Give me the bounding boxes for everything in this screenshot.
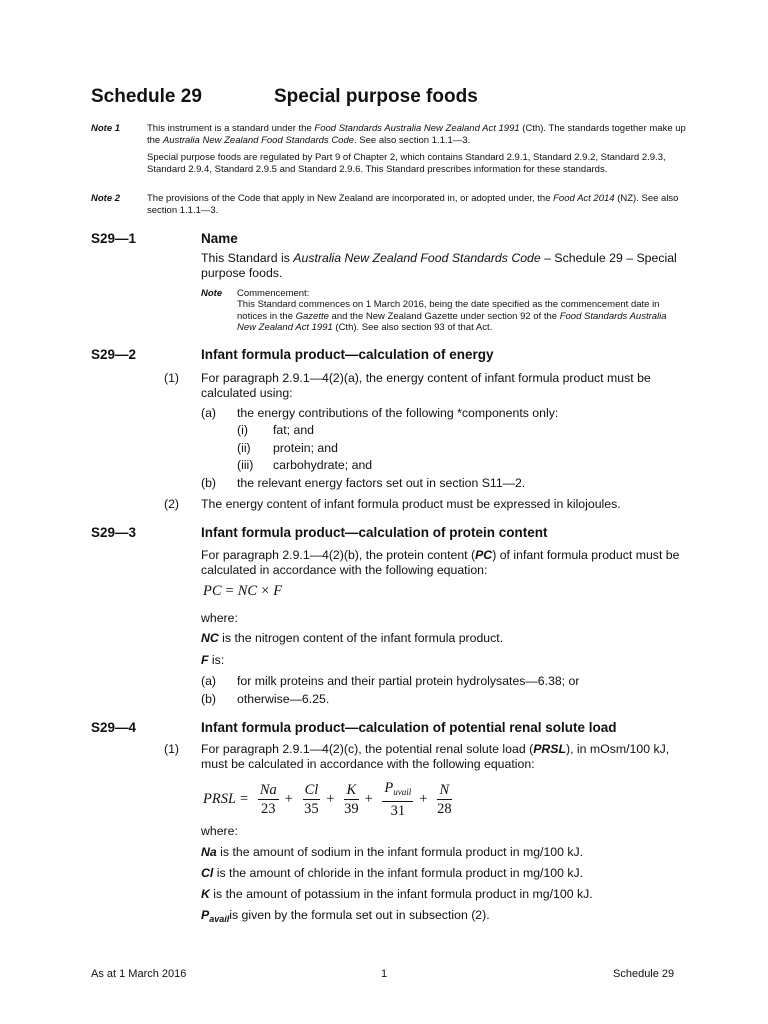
page-number: 1 xyxy=(381,968,388,980)
note-text-part: (Cth). The standards together make up the xyxy=(147,123,686,146)
eq-plus: + xyxy=(326,791,335,807)
frac-cl xyxy=(303,782,321,817)
note-2-label: Note 2 xyxy=(91,193,121,204)
eq-equals: = xyxy=(225,583,234,600)
s1-note-label: Note xyxy=(201,288,223,299)
text-part: For paragraph 2.9.1—4(2)(b), the protein content ( xyxy=(201,548,476,562)
frac-numerator: K xyxy=(344,782,359,800)
symbol-prsl: PRSL xyxy=(533,742,566,756)
code-title: Australia New Zealand Food Standards Code xyxy=(162,134,355,146)
eq-lhs: PRSL xyxy=(203,791,237,807)
section-number-s29-2: S29—2 xyxy=(91,347,137,362)
s2-a-text: the energy contributions of the following *components only: xyxy=(237,406,559,420)
eq-plus: + xyxy=(284,791,293,807)
text-part: (Cth). See also section 93 of that Act. xyxy=(332,322,493,333)
s4-na-definition xyxy=(201,845,583,859)
s3-text xyxy=(201,548,691,578)
s4-k-definition xyxy=(201,887,593,901)
note-text-part: The provisions of the Code that apply in New Zealand are incorporated in, or adopted under, the xyxy=(147,193,554,204)
symbol-p: P xyxy=(384,780,394,796)
footer-schedule: Schedule 29 xyxy=(613,968,675,980)
s2-ii-number: (ii) xyxy=(237,441,251,455)
s3-nc-definition xyxy=(201,631,503,645)
s3-b-number: (b) xyxy=(201,692,217,706)
frac-denominator: 35 xyxy=(304,801,319,817)
symbol-pc: PC xyxy=(475,548,493,562)
act-title: Food Standards Australia New Zealand Act 1991 xyxy=(314,123,520,134)
note-text-part: (NZ). See also section 1.1.1—3. xyxy=(147,193,679,216)
eq-plus: + xyxy=(364,791,373,807)
gazette-title: Gazette xyxy=(295,310,329,322)
frac-numerator: Na xyxy=(259,782,277,798)
s2-iii-text: carbohydrate; and xyxy=(273,458,373,472)
s3-f-definition xyxy=(201,653,224,667)
s4-p1-text xyxy=(201,742,691,772)
text-part: and the New Zealand Gazette under section 92 of the xyxy=(328,310,560,322)
s2-ii-text: protein; and xyxy=(273,441,338,455)
s4-cl-definition xyxy=(201,866,583,880)
s3-b-text: otherwise—6.25. xyxy=(237,692,330,706)
text-part: ), in mOsm/100 kJ, must be calculated in accordance with the following equation: xyxy=(201,742,670,771)
section-heading-renal-load: Infant formula product—calculation of potential renal solute load xyxy=(201,720,617,735)
symbol-k: K xyxy=(201,887,210,901)
s4-where: where: xyxy=(201,824,238,838)
page-title: Special purpose foods xyxy=(274,86,478,107)
symbol-nc: NC xyxy=(201,631,219,645)
frac-n xyxy=(437,782,452,817)
eq-lhs: PC xyxy=(203,583,222,599)
s2-p2-text: The energy content of infant formula product must be expressed in kilojoules. xyxy=(201,497,621,511)
s1-note-title: Commencement: xyxy=(237,288,310,299)
frac-numerator: N xyxy=(437,782,452,800)
note-2-text xyxy=(147,193,687,216)
section-number-s29-4: S29—4 xyxy=(91,720,137,735)
note-1-label: Note 1 xyxy=(91,123,121,134)
symbol-na: Na xyxy=(201,845,217,859)
symbol-p: P xyxy=(201,908,210,922)
s2-b-text: the relevant energy factors set out in section S11—2. xyxy=(237,476,526,490)
s3-where: where: xyxy=(201,611,238,625)
s3-a-number: (a) xyxy=(201,674,217,688)
note-1-paragraph-2: Special purpose foods are regulated by Part 9 of Chapter 2, which contains Standard 2.9.1, Standard 2.9.2, Standard 2.9.3, Standard 2.9.4, Standard 2.9.5 and Standard 2.9.6. This Standard prescribes information for these standards. xyxy=(147,152,666,175)
s1-note-text xyxy=(237,299,677,334)
s2-p1-text: For paragraph 2.9.1—4(2)(a), the energy content of infant formula product must be calculated using: xyxy=(201,371,651,400)
act-title: Food Standards Australia New Zealand Act 1991 xyxy=(237,310,667,333)
text-part: ) of infant formula product must be calculated in accordance with the following equation: xyxy=(201,548,680,577)
s2-iii-number: (iii) xyxy=(237,458,254,472)
note-1-text xyxy=(147,123,687,146)
section-heading-protein: Infant formula product—calculation of protein content xyxy=(201,525,548,540)
section-number-s29-1: S29—1 xyxy=(91,231,137,246)
symbol-cl: Cl xyxy=(201,866,214,880)
eq-plus: + xyxy=(419,791,428,807)
eq-f: F xyxy=(273,583,283,599)
text-part: is the amount of potassium in the infant formula product in mg/100 kJ. xyxy=(209,887,593,901)
code-title: Australia New Zealand Food Standards Code xyxy=(293,251,541,265)
s2-i-number: (i) xyxy=(237,423,248,437)
protein-equation xyxy=(203,583,282,600)
s3-a-text: for milk proteins and their partial protein hydrolysates—6.38; or xyxy=(237,674,580,688)
section-heading-name: Name xyxy=(201,231,238,246)
text-part: is the amount of sodium in the infant formula product in mg/100 kJ. xyxy=(216,845,584,859)
s2-i-text: fat; and xyxy=(273,423,315,437)
frac-denominator: 23 xyxy=(261,801,276,817)
prsl-equation xyxy=(203,780,454,819)
frac-denominator: 31 xyxy=(390,803,406,819)
frac-p-uvail xyxy=(382,780,413,819)
eq-times: × xyxy=(261,583,270,600)
section-number-s29-3: S29—3 xyxy=(91,525,137,540)
text-part: This Standard commences on 1 March 2016, being the date specified as the commencement date in notices in the xyxy=(237,299,660,322)
frac-k xyxy=(344,782,359,817)
s2-p1-number: (1) xyxy=(164,371,180,385)
s4-pavail-definition xyxy=(201,908,490,924)
s2-b-number: (b) xyxy=(201,476,217,490)
eq-nc: NC xyxy=(237,583,258,599)
footer-date: As at 1 March 2016 xyxy=(91,968,187,980)
text-part: is given by the formula set out in subsection (2). xyxy=(229,908,490,922)
text-part: is the amount of chloride in the infant formula product in mg/100 kJ. xyxy=(213,866,584,880)
s1-text xyxy=(201,251,691,281)
frac-denominator: 28 xyxy=(437,801,452,817)
frac-numerator xyxy=(382,780,413,802)
schedule-number: Schedule 29 xyxy=(91,86,202,107)
frac-numerator: Cl xyxy=(304,782,319,798)
frac-denominator: 39 xyxy=(344,801,359,817)
section-heading-energy: Infant formula product—calculation of energy xyxy=(201,347,494,362)
text-part: This Standard is xyxy=(201,251,294,265)
frac-na xyxy=(258,782,279,817)
s4-p1-number: (1) xyxy=(164,742,180,756)
text-part: is the nitrogen content of the infant formula product. xyxy=(218,631,504,645)
subscript-uvail: uvail xyxy=(393,787,412,797)
s2-p2-number: (2) xyxy=(164,497,180,511)
s2-a-number: (a) xyxy=(201,406,217,420)
eq-equals: = xyxy=(240,791,249,807)
text-part: For paragraph 2.9.1—4(2)(c), the potential renal solute load ( xyxy=(201,742,534,756)
symbol-f: F xyxy=(201,653,209,667)
subscript-avail: avail xyxy=(209,914,230,924)
text-part: – Schedule 29 – Special purpose foods. xyxy=(201,251,677,280)
text-part: is: xyxy=(208,653,225,667)
note-text-part: . See also section 1.1.1—3. xyxy=(354,134,471,146)
note-text-part: This instrument is a standard under the xyxy=(147,123,315,134)
act-title: Food Act 2014 xyxy=(553,193,615,204)
